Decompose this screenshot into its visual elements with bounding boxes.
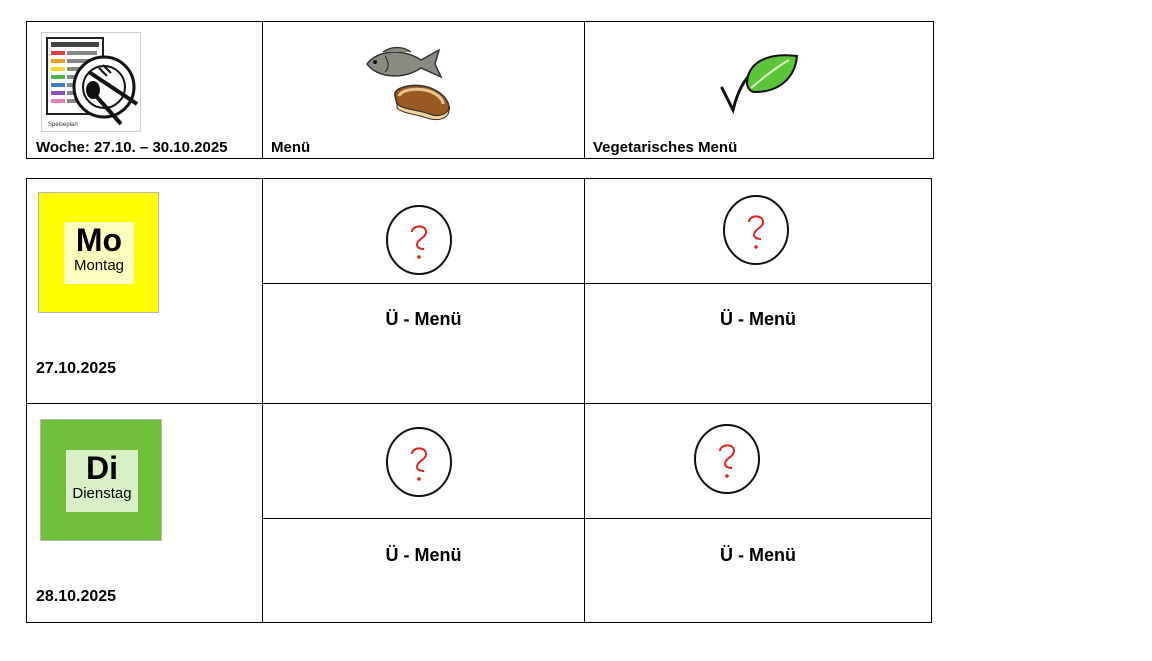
veg-menu-item-tuesday: Ü - Menü: [720, 545, 796, 565]
date-monday: 27.10.2025: [36, 360, 117, 377]
fish-and-meat-icon: [363, 44, 463, 124]
veg-menu-item-monday: Ü - Menü: [720, 309, 796, 329]
veg-menu-cell-tuesday: [585, 404, 931, 622]
date-tuesday: 28.10.2025: [36, 588, 117, 605]
question-mark-icon: [386, 427, 452, 497]
day-name-tuesday: Dienstag: [72, 485, 132, 502]
day-abbr-monday: Mo: [75, 222, 123, 258]
menu-item-tuesday: Ü - Menü: [385, 545, 462, 565]
header-table: [26, 21, 934, 159]
menu-item-monday: Ü - Menü: [385, 309, 462, 329]
day-cell-monday: [27, 179, 263, 403]
menu-cell-tuesday: [263, 404, 585, 622]
monday-symbol: [38, 192, 159, 313]
question-mark-icon: [694, 424, 760, 494]
day-row-tuesday: [27, 404, 931, 622]
header-veg-cell: [585, 22, 933, 158]
day-cell-tuesday: [27, 404, 263, 622]
week-menu-table: [26, 178, 932, 623]
menu-cell-monday: [263, 179, 585, 403]
veg-menu-cell-monday: [585, 179, 931, 403]
day-abbr-tuesday: Di: [86, 450, 118, 486]
day-name-monday: Montag: [73, 257, 125, 274]
header-week-cell: [27, 22, 263, 158]
menu-label: Menü: [271, 139, 311, 156]
question-mark-icon: [386, 205, 452, 275]
meal-plan-caption: Speiseplan: [48, 122, 78, 128]
meal-plan-icon: [41, 32, 141, 132]
tuesday-symbol: [40, 419, 162, 541]
week-label: Woche: 27.10. – 30.10.2025: [36, 139, 228, 156]
vegetarian-leaf-check-icon: [719, 50, 801, 116]
question-mark-icon: [723, 195, 789, 265]
veg-menu-label: Vegetarisches Menü: [593, 139, 738, 156]
day-row-monday: [27, 179, 931, 404]
header-menu-cell: [263, 22, 585, 158]
